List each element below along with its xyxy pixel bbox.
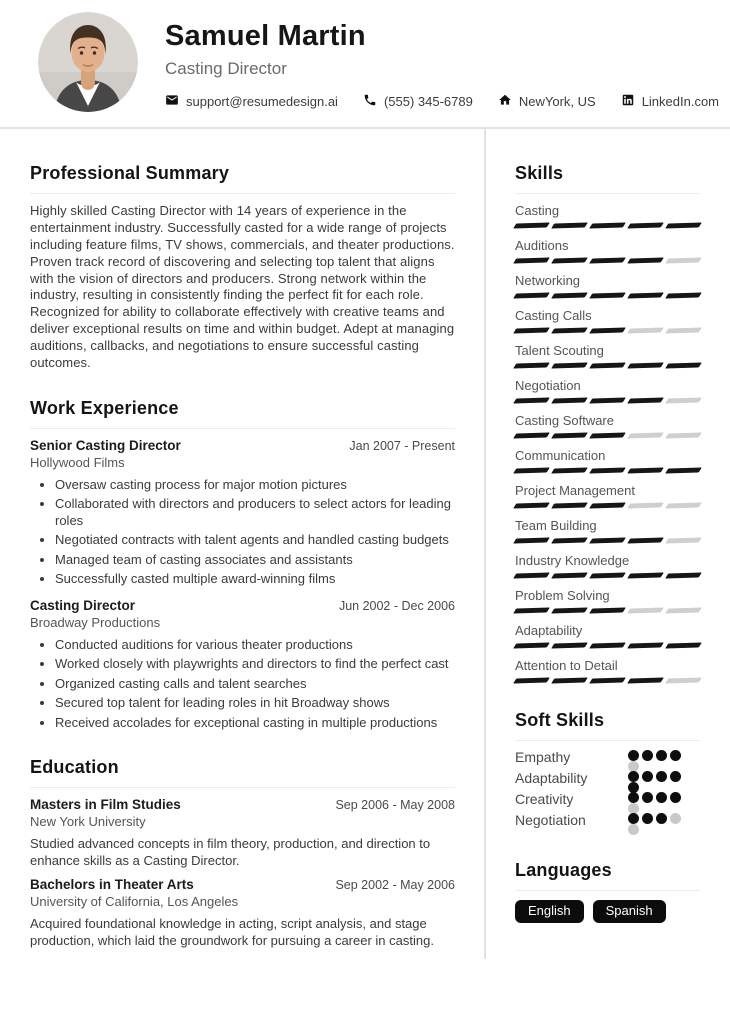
- skill-bar-segment: [551, 222, 588, 228]
- skill-bar-segment: [665, 397, 702, 403]
- contact-text: NewYork, US: [518, 93, 596, 109]
- soft-skill-label: Negotiation: [515, 812, 586, 828]
- skill-bar-segment: [513, 642, 550, 648]
- summary-heading: Professional Summary: [30, 163, 455, 194]
- skill-bar-segment: [551, 502, 588, 508]
- skill-bar-segment: [665, 327, 702, 333]
- skill-rating-bar: [515, 503, 700, 509]
- skill-bar-segment: [627, 677, 664, 683]
- skill-rating-bar: [515, 468, 700, 474]
- skill-bar-segment: [589, 397, 626, 403]
- skill-item: [515, 308, 700, 334]
- job-bullet: • Successfully casted multiple award-winning films: [55, 571, 455, 588]
- job-bullet: • Managed team of casting associates and assistants: [55, 552, 455, 569]
- skill-bar-segment: [589, 677, 626, 683]
- job-bullets: [30, 637, 455, 732]
- soft-skill-dot: [628, 771, 639, 782]
- skill-bar-segment: [551, 327, 588, 333]
- skill-bar-segment: [551, 572, 588, 578]
- skill-item: [515, 518, 700, 544]
- skill-bar-segment: [551, 362, 588, 368]
- skill-item: [515, 448, 700, 474]
- skill-bar-segment: [551, 677, 588, 683]
- skill-rating-bar: [515, 433, 700, 439]
- soft-skill-dot: [670, 792, 681, 803]
- skill-bar-segment: [589, 222, 626, 228]
- section-education: [30, 757, 455, 950]
- header-text: [165, 12, 719, 110]
- skill-bar-segment: [627, 397, 664, 403]
- skill-rating-bar: [515, 398, 700, 404]
- skill-bar-segment: [589, 432, 626, 438]
- skill-bar-segment: [665, 642, 702, 648]
- education-description: Acquired foundational knowledge in acting, script analysis, and stage production, which laid the groundwork for pursuing a career in casting.: [30, 916, 434, 949]
- education-degree: Masters in Film Studies: [30, 797, 181, 813]
- job-bullet: • Conducted auditions for various theater productions: [55, 637, 455, 654]
- skill-item: [515, 553, 700, 579]
- soft-skills-list: [515, 750, 700, 834]
- skill-rating-bar: [515, 363, 700, 369]
- soft-skill-row: [515, 750, 700, 771]
- skill-label: Attention to Detail: [515, 658, 618, 673]
- skill-bar-segment: [513, 537, 550, 543]
- skill-bar-segment: [589, 607, 626, 613]
- job-dates: Jun 2002 - Dec 2006: [338, 598, 455, 613]
- skill-bar-segment: [627, 257, 664, 263]
- soft-skill-dot: [670, 771, 681, 782]
- skill-bar-segment: [627, 327, 664, 333]
- soft-skill-dots: [628, 771, 684, 792]
- skill-rating-bar: [515, 643, 700, 649]
- job-entry: [30, 598, 455, 732]
- skill-label: Communication: [515, 448, 606, 463]
- soft-skill-dot: [642, 771, 653, 782]
- skill-bar-segment: [627, 467, 664, 473]
- skill-bar-segment: [513, 397, 550, 403]
- skill-bar-segment: [513, 362, 550, 368]
- skill-bar-segment: [551, 642, 588, 648]
- soft-skill-row: [515, 771, 700, 792]
- contact-item-phone[interactable]: [363, 93, 473, 110]
- skill-item: [515, 378, 700, 404]
- job-bullet: • Organized casting calls and talent searches: [55, 676, 455, 693]
- skill-bar-segment: [627, 292, 664, 298]
- skill-item: [515, 343, 700, 369]
- education-list: [30, 797, 455, 950]
- skill-item: [515, 588, 700, 614]
- skill-rating-bar: [515, 293, 700, 299]
- skill-bar-segment: [551, 537, 588, 543]
- skill-bar-segment: [551, 432, 588, 438]
- language-badge: Spanish: [593, 900, 666, 923]
- skill-bar-segment: [513, 572, 550, 578]
- skill-bar-segment: [513, 677, 550, 683]
- skill-bar-segment: [513, 502, 550, 508]
- skill-rating-bar: [515, 223, 700, 229]
- job-company: Hollywood Films: [30, 454, 125, 470]
- education-dates: Sep 2006 - May 2008: [335, 798, 455, 813]
- skill-item: [515, 623, 700, 649]
- skill-bar-segment: [513, 327, 550, 333]
- section-soft-skills: [515, 710, 700, 834]
- avatar: [38, 12, 138, 112]
- skill-rating-bar: [515, 678, 700, 684]
- skill-item: [515, 203, 700, 229]
- education-dates: Sep 2002 - May 2006: [335, 878, 455, 893]
- soft-skill-row: [515, 792, 700, 813]
- skill-bar-segment: [627, 222, 664, 228]
- contact-text: support@resumedesign.ai: [186, 93, 338, 109]
- language-badge: English: [515, 900, 584, 923]
- skill-label: Networking: [515, 273, 581, 288]
- skill-bar-segment: [551, 467, 588, 473]
- soft-skill-dot: [642, 750, 653, 761]
- education-header: [30, 797, 455, 812]
- skill-label: Talent Scouting: [515, 343, 604, 358]
- contact-item-home[interactable]: [498, 93, 596, 110]
- soft-skill-row: [515, 813, 700, 834]
- skills-list: [515, 203, 700, 684]
- skill-rating-bar: [515, 258, 700, 264]
- skill-bar-segment: [627, 502, 664, 508]
- skill-bar-segment: [513, 467, 550, 473]
- sidebar: [486, 129, 730, 976]
- education-description: Studied advanced concepts in film theory, production, and direction to enhance skills as a Casting Director.: [30, 836, 431, 869]
- job-company: Broadway Productions: [30, 614, 161, 630]
- soft-skill-dots: [628, 750, 684, 771]
- skill-bar-segment: [589, 467, 626, 473]
- skill-bar-segment: [513, 432, 550, 438]
- skill-bar-segment: [551, 257, 588, 263]
- skill-bar-segment: [551, 292, 588, 298]
- soft-skill-dots: [628, 792, 684, 813]
- skill-bar-segment: [665, 677, 702, 683]
- skill-bar-segment: [551, 607, 588, 613]
- soft-skill-dot: [656, 771, 667, 782]
- soft-skill-dot: [656, 813, 667, 824]
- job-role: Casting Director: [30, 597, 136, 613]
- skill-label: Industry Knowledge: [515, 553, 630, 568]
- skill-label: Adaptability: [515, 623, 583, 638]
- skill-bar-segment: [513, 607, 550, 613]
- skill-bar-segment: [665, 432, 702, 438]
- job-bullet: • Oversaw casting process for major motion pictures: [55, 477, 455, 494]
- job-bullet: • Negotiated contracts with talent agents and handled casting budgets: [55, 532, 455, 549]
- skill-bar-segment: [589, 257, 626, 263]
- section-skills: [515, 163, 700, 684]
- phone-icon: [363, 93, 377, 110]
- linkedin-icon: [621, 93, 635, 110]
- skill-bar-segment: [627, 607, 664, 613]
- education-school: University of California, Los Angeles: [30, 894, 239, 910]
- skill-bar-segment: [665, 292, 702, 298]
- job-bullet: • Received accolades for exceptional casting in multiple productions: [55, 715, 455, 732]
- skill-bar-segment: [627, 572, 664, 578]
- skill-bar-segment: [589, 292, 626, 298]
- education-school: New York University: [30, 814, 146, 830]
- main-column: [0, 129, 484, 976]
- skill-bar-segment: [665, 572, 702, 578]
- skill-bar-segment: [665, 607, 702, 613]
- skill-label: Casting Calls: [515, 308, 592, 323]
- job-header: [30, 598, 455, 613]
- job-bullet: • Secured top talent for leading roles in hit Broadway shows: [55, 695, 455, 712]
- home-icon: [498, 93, 512, 110]
- soft-skill-dot: [628, 813, 639, 824]
- section-work-experience: [30, 398, 455, 732]
- skill-label: Problem Solving: [515, 588, 610, 603]
- skill-item: [515, 273, 700, 299]
- job-dates: Jan 2007 - Present: [349, 438, 455, 453]
- section-professional-summary: [30, 163, 455, 372]
- skill-bar-segment: [665, 502, 702, 508]
- section-languages: [515, 860, 700, 923]
- contact-text: (555) 345-6789: [383, 93, 473, 109]
- skill-rating-bar: [515, 573, 700, 579]
- skill-label: Negotiation: [515, 378, 581, 393]
- skill-bar-segment: [627, 432, 664, 438]
- soft-skill-dot: [656, 792, 667, 803]
- job-role: Senior Casting Director: [30, 437, 181, 453]
- skill-bar-segment: [665, 257, 702, 263]
- job-bullets: [30, 477, 455, 588]
- job-bullet: • Collaborated with directors and producers to select actors for leading roles: [55, 496, 455, 529]
- skill-label: Auditions: [515, 238, 569, 253]
- job-bullet: • Worked closely with playwrights and directors to find the perfect cast: [55, 656, 455, 673]
- job-entry: [30, 438, 455, 588]
- envelope-icon: [165, 93, 179, 110]
- skill-bar-segment: [665, 537, 702, 543]
- education-header: [30, 877, 455, 892]
- skill-bar-segment: [627, 537, 664, 543]
- soft-skill-label: Adaptability: [515, 770, 588, 786]
- education-entry: [30, 797, 455, 870]
- soft-skill-dots: [628, 813, 684, 834]
- skill-label: Team Building: [515, 518, 597, 533]
- skill-label: Casting Software: [515, 413, 614, 428]
- soft-skill-label: Empathy: [515, 749, 571, 765]
- education-degree: Bachelors in Theater Arts: [30, 877, 194, 893]
- skill-bar-segment: [627, 642, 664, 648]
- skill-bar-segment: [513, 257, 550, 263]
- skills-heading: Skills: [515, 163, 700, 194]
- header: [0, 0, 730, 116]
- skill-bar-segment: [589, 502, 626, 508]
- skill-bar-segment: [589, 642, 626, 648]
- education-entry: [30, 877, 455, 950]
- portrait-photo: [38, 12, 138, 112]
- page-title: Samuel Martin: [165, 20, 366, 52]
- skill-bar-segment: [513, 292, 550, 298]
- soft-skill-dot: [628, 750, 639, 761]
- soft-skill-dot: [670, 813, 681, 824]
- skill-label: Casting: [515, 203, 560, 218]
- skill-bar-segment: [627, 362, 664, 368]
- skill-item: [515, 658, 700, 684]
- skill-item: [515, 413, 700, 439]
- skill-rating-bar: [515, 538, 700, 544]
- contact-text: LinkedIn.com: [641, 93, 720, 109]
- content-columns: [0, 129, 730, 976]
- skill-item: [515, 483, 700, 509]
- skill-bar-segment: [513, 222, 550, 228]
- contact-item-envelope[interactable]: [165, 93, 338, 110]
- skill-bar-segment: [589, 537, 626, 543]
- soft-skill-dot: [642, 813, 653, 824]
- job-title: Casting Director: [165, 58, 287, 78]
- skill-item: [515, 238, 700, 264]
- soft-skill-dot: [628, 824, 639, 835]
- education-heading: Education: [30, 757, 455, 788]
- job-header: [30, 438, 455, 453]
- languages-heading: Languages: [515, 860, 700, 891]
- language-badges: [515, 900, 700, 923]
- contact-item-linkedin[interactable]: [621, 93, 719, 110]
- summary-text: Highly skilled Casting Director with 14 years of experience in the entertainment industry. Successfully casted for a wide range of projects including feature films, TV shows, commercials, and theater productions. Proven track record of discovering and selecting top talent that aligns with the vision of directors and producers. Strong network within the industry, resulting in consistently finding the perfect fit for each role. Recognized for ability to collaborate effectively with creative teams and deliver exceptional results on time and within budget. Adept at managing auditions, callbacks, and negotiations to ensure successful casting outcomes.: [30, 203, 455, 371]
- skill-rating-bar: [515, 328, 700, 334]
- skill-bar-segment: [665, 222, 702, 228]
- contact-row: [165, 93, 719, 110]
- skill-bar-segment: [665, 467, 702, 473]
- skill-bar-segment: [551, 397, 588, 403]
- soft-skill-dot: [628, 792, 639, 803]
- soft-skills-heading: Soft Skills: [515, 710, 700, 741]
- soft-skill-dot: [670, 750, 681, 761]
- skill-label: Project Management: [515, 483, 635, 498]
- skill-bar-segment: [589, 327, 626, 333]
- job-list: [30, 438, 455, 732]
- skill-bar-segment: [589, 362, 626, 368]
- skill-rating-bar: [515, 608, 700, 614]
- soft-skill-dot: [656, 750, 667, 761]
- skill-bar-segment: [665, 362, 702, 368]
- skill-bar-segment: [589, 572, 626, 578]
- soft-skill-dot: [642, 792, 653, 803]
- experience-heading: Work Experience: [30, 398, 455, 429]
- soft-skill-label: Creativity: [515, 791, 574, 807]
